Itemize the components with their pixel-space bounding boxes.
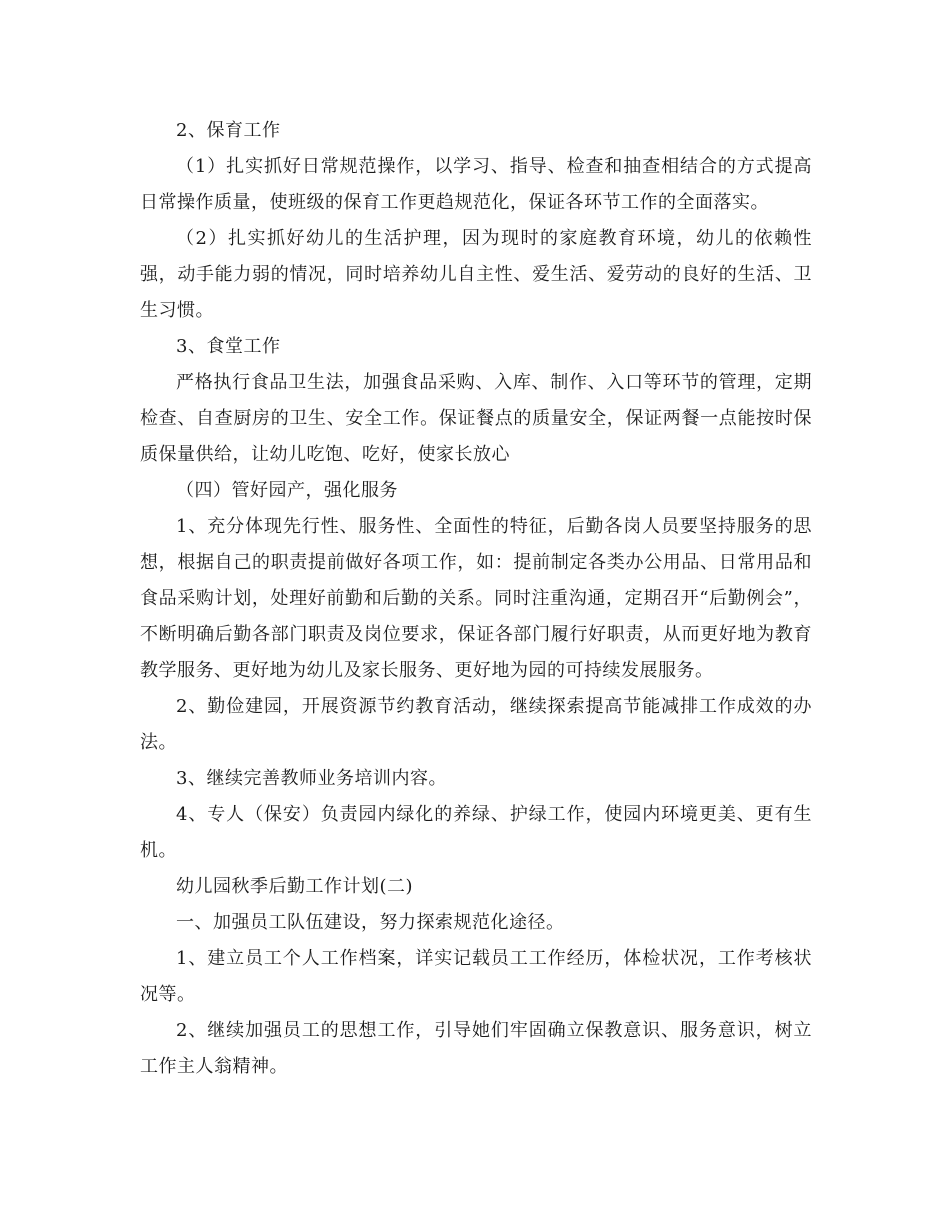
section-heading-staff-team: 一、加强员工队伍建设，努力探索规范化途径。 — [176, 912, 565, 933]
section-heading-canteen-work: 3、食堂工作 — [176, 336, 281, 357]
section-heading-manage-property: （四）管好园产，强化服务 — [176, 480, 398, 501]
document-body — [140, 113, 812, 1085]
paragraph-staff-ideology: 2、继续加强员工的思想工作，引导她们牢固确立保教意识、服务意识，树立工作主人翁精神。 — [140, 1020, 812, 1077]
section-heading-care-work: 2、保育工作 — [176, 120, 281, 141]
paragraph-training: 3、继续完善教师业务培训内容。 — [176, 768, 447, 789]
paragraph-daily-operations: （1）扎实抓好日常规范操作，以学习、指导、检查和抽查相结合的方式提高日常操作质量，使班级的保育工作更趋规范化，保证各环节工作的全面落实。 — [140, 156, 812, 213]
paragraph-service-features: 1、充分体现先行性、服务性、全面性的特征，后勤各岗人员要坚持服务的思想，根据自己的职责提前做好各项工作，如：提前制定各类办公用品、日常用品和食品采购计划，处理好前勤和后勤的关系。同时注重沟通，定期召开“后勤例会”，不断明确后勤各部门职责及岗位要求，保证各部门履行好职责，从而更好地为教育教学服务、更好地为幼儿及家长服务、更好地为园的可持续发展服务。 — [140, 516, 812, 681]
paragraph-life-care: （2）扎实抓好幼儿的生活护理，因为现时的家庭教育环境，幼儿的依赖性强，动手能力弱的情况，同时培养幼儿自主性、爱生活、爱劳动的良好的生活、卫生习惯。 — [140, 228, 812, 321]
document-subtitle: 幼儿园秋季后勤工作计划(二) — [176, 876, 414, 897]
paragraph-food-hygiene: 严格执行食品卫生法，加强食品采购、入库、制作、入口等环节的管理，定期检查、自查厨房的卫生、安全工作。保证餐点的质量安全，保证两餐一点能按时保质保量供给，让幼儿吃饱、吃好，使家长放心 — [140, 372, 812, 465]
paragraph-staff-files: 1、建立员工个人工作档案，详实记载员工工作经历，体检状况，工作考核状况等。 — [140, 948, 812, 1005]
paragraph-thrift: 2、勤俭建园，开展资源节约教育活动，继续探索提高节能减排工作成效的办法。 — [140, 696, 812, 753]
paragraph-greening: 4、专人（保安）负责园内绿化的养绿、护绿工作，使园内环境更美、更有生机。 — [140, 804, 812, 861]
